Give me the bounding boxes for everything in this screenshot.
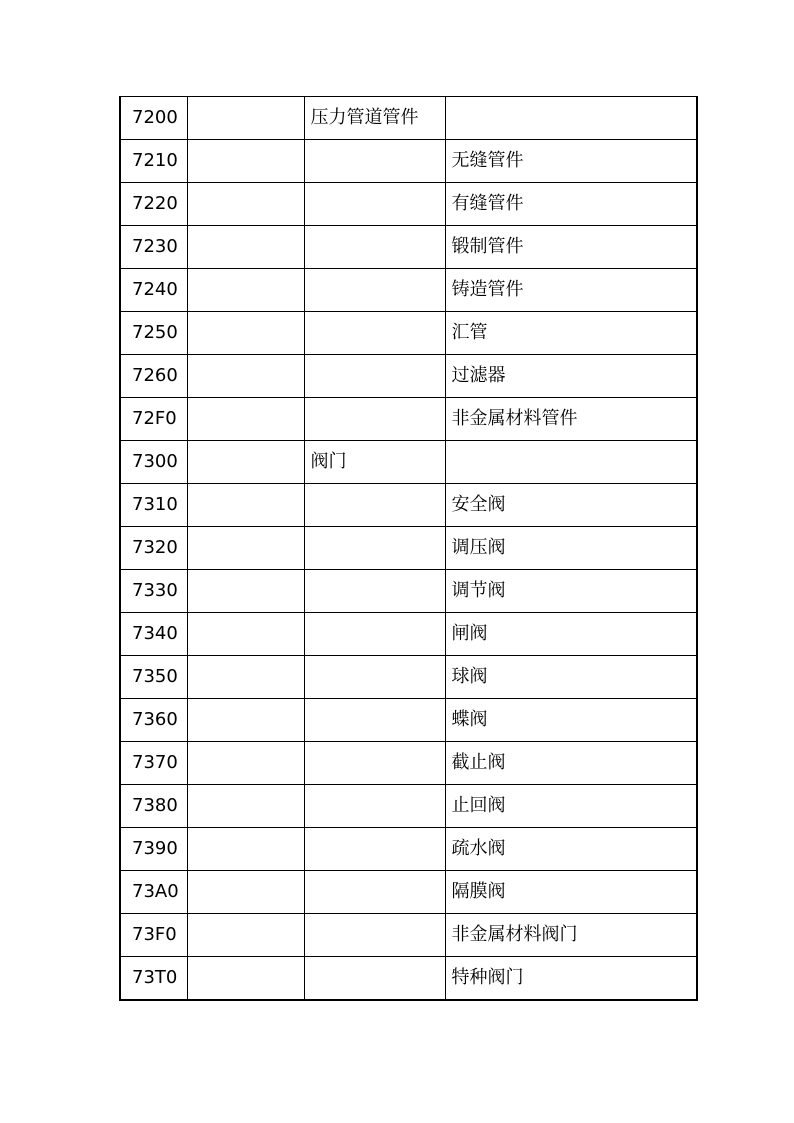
category-cell <box>304 699 445 742</box>
item-cell <box>445 97 697 140</box>
category-cell <box>304 226 445 269</box>
item-cell: 锻制管件 <box>445 226 697 269</box>
table-row <box>120 312 697 355</box>
item-cell <box>445 441 697 484</box>
code-cell: 7200 <box>120 97 187 140</box>
table-row <box>120 97 697 140</box>
table-row <box>120 269 697 312</box>
code-cell: 7230 <box>120 226 187 269</box>
item-cell: 过滤器 <box>445 355 697 398</box>
category-cell <box>304 785 445 828</box>
table-row <box>120 527 697 570</box>
blank-cell <box>187 226 304 269</box>
code-cell: 7330 <box>120 570 187 613</box>
table-row <box>120 226 697 269</box>
category-cell <box>304 828 445 871</box>
code-cell: 7260 <box>120 355 187 398</box>
category-cell <box>304 312 445 355</box>
item-cell: 隔膜阀 <box>445 871 697 914</box>
blank-cell <box>187 484 304 527</box>
blank-cell <box>187 269 304 312</box>
table-row <box>120 140 697 183</box>
category-cell <box>304 613 445 656</box>
blank-cell <box>187 183 304 226</box>
item-cell: 调节阀 <box>445 570 697 613</box>
category-cell <box>304 398 445 441</box>
table-row <box>120 355 697 398</box>
category-cell <box>304 183 445 226</box>
item-cell: 疏水阀 <box>445 828 697 871</box>
code-cell: 7380 <box>120 785 187 828</box>
table-row <box>120 828 697 871</box>
code-cell: 7350 <box>120 656 187 699</box>
item-cell: 铸造管件 <box>445 269 697 312</box>
blank-cell <box>187 613 304 656</box>
blank-cell <box>187 441 304 484</box>
item-cell: 调压阀 <box>445 527 697 570</box>
table-row <box>120 398 697 441</box>
category-cell <box>304 656 445 699</box>
blank-cell <box>187 355 304 398</box>
category-cell: 阀门 <box>304 441 445 484</box>
blank-cell <box>187 312 304 355</box>
code-cell: 73F0 <box>120 914 187 957</box>
blank-cell <box>187 871 304 914</box>
category-cell <box>304 914 445 957</box>
blank-cell <box>187 527 304 570</box>
item-cell: 止回阀 <box>445 785 697 828</box>
blank-cell <box>187 570 304 613</box>
item-cell: 安全阀 <box>445 484 697 527</box>
blank-cell <box>187 957 304 1001</box>
table-row <box>120 656 697 699</box>
category-cell <box>304 140 445 183</box>
item-cell: 闸阀 <box>445 613 697 656</box>
category-cell <box>304 484 445 527</box>
code-cell: 72F0 <box>120 398 187 441</box>
item-cell: 特种阀门 <box>445 957 697 1001</box>
category-cell <box>304 269 445 312</box>
blank-cell <box>187 97 304 140</box>
blank-cell <box>187 785 304 828</box>
table-row <box>120 613 697 656</box>
table-row <box>120 871 697 914</box>
code-cell: 7310 <box>120 484 187 527</box>
item-cell: 蝶阀 <box>445 699 697 742</box>
table-row <box>120 183 697 226</box>
table-row <box>120 785 697 828</box>
item-cell: 无缝管件 <box>445 140 697 183</box>
table-row <box>120 957 697 1001</box>
category-cell <box>304 570 445 613</box>
category-cell <box>304 527 445 570</box>
category-cell <box>304 957 445 1001</box>
blank-cell <box>187 699 304 742</box>
blank-cell <box>187 914 304 957</box>
blank-cell <box>187 398 304 441</box>
item-cell: 汇管 <box>445 312 697 355</box>
code-cell: 7360 <box>120 699 187 742</box>
table-row <box>120 699 697 742</box>
code-cell: 7220 <box>120 183 187 226</box>
code-cell: 7370 <box>120 742 187 785</box>
item-cell: 球阀 <box>445 656 697 699</box>
code-cell: 7340 <box>120 613 187 656</box>
code-cell: 7300 <box>120 441 187 484</box>
blank-cell <box>187 656 304 699</box>
item-cell: 有缝管件 <box>445 183 697 226</box>
code-cell: 7240 <box>120 269 187 312</box>
table-row <box>120 570 697 613</box>
code-cell: 73A0 <box>120 871 187 914</box>
table-row <box>120 441 697 484</box>
blank-cell <box>187 742 304 785</box>
code-cell: 73T0 <box>120 957 187 1001</box>
category-cell <box>304 871 445 914</box>
item-cell: 截止阀 <box>445 742 697 785</box>
item-cell: 非金属材料阀门 <box>445 914 697 957</box>
blank-cell <box>187 140 304 183</box>
table-row <box>120 484 697 527</box>
code-cell: 7320 <box>120 527 187 570</box>
code-cell: 7390 <box>120 828 187 871</box>
item-cell: 非金属材料管件 <box>445 398 697 441</box>
equipment-code-table <box>119 96 698 1001</box>
table-row <box>120 742 697 785</box>
blank-cell <box>187 828 304 871</box>
category-cell <box>304 355 445 398</box>
category-cell: 压力管道管件 <box>304 97 445 140</box>
table-row <box>120 914 697 957</box>
code-cell: 7210 <box>120 140 187 183</box>
category-cell <box>304 742 445 785</box>
code-cell: 7250 <box>120 312 187 355</box>
